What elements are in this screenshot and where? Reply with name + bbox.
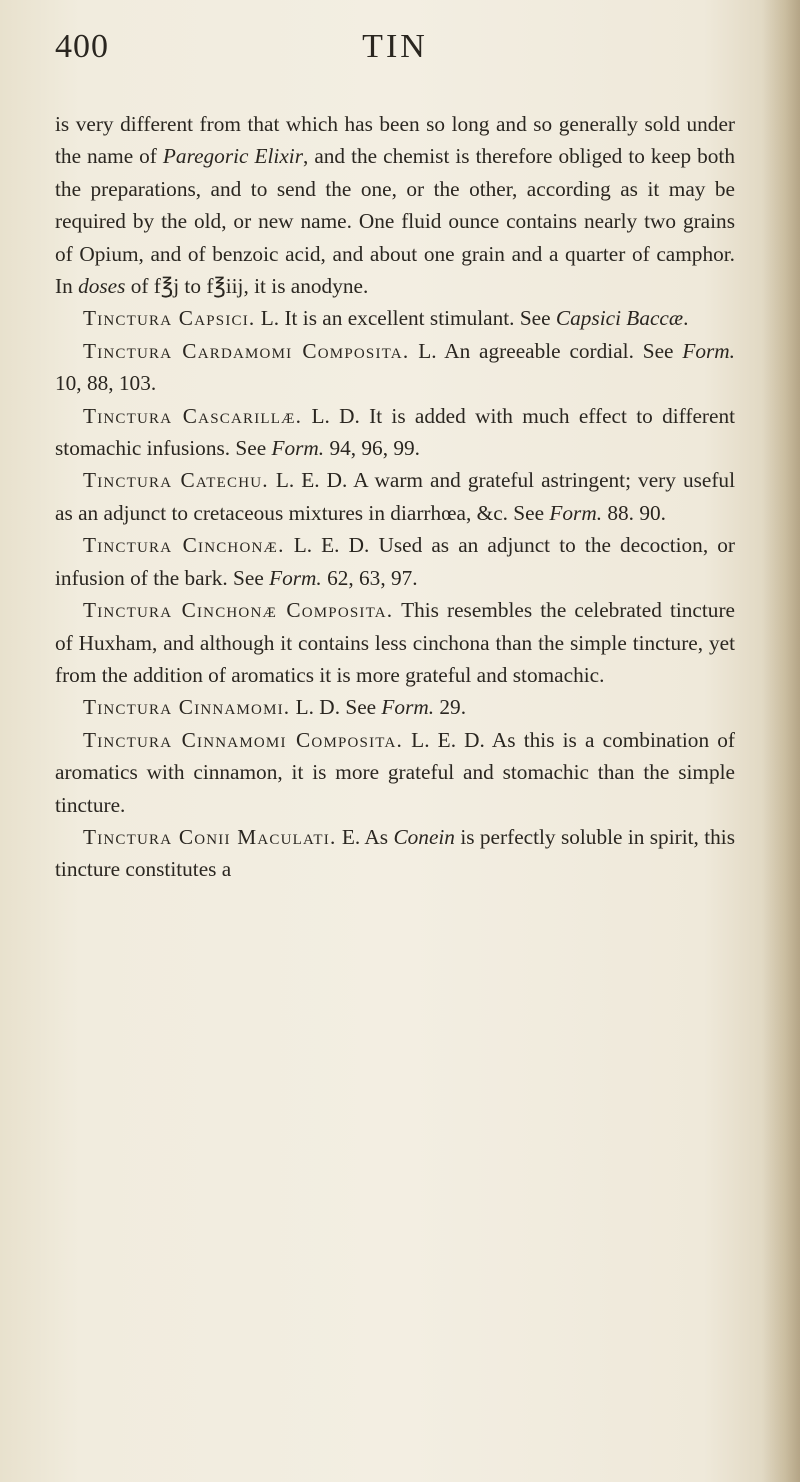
entry-tinctura-catechu: [55, 464, 735, 529]
entry-text-end: 10, 88, 103.: [55, 371, 157, 396]
entry-text: As: [364, 824, 394, 849]
entry-reference: Form.: [682, 338, 735, 363]
entry-reference: Form.: [381, 695, 435, 720]
entry-heading: Tinctura Conii Maculati.: [83, 824, 337, 849]
page-number: 400: [55, 28, 109, 65]
entry-tinctura-cascarillae: [55, 400, 735, 465]
page-body: [55, 108, 735, 886]
entry-text-end: 62, 63, 97.: [321, 565, 418, 590]
entry-heading: Tinctura Capsici.: [83, 306, 256, 331]
continuation-paragraph: [55, 108, 735, 302]
entry-authority: L.: [409, 338, 445, 363]
continuation-text-2: , and the chemist is therefore obliged to keep both the preparations, and to send the one, or the other, according as it may be required by the old, or new name. One fluid ounce contains nearly two grains of Opium, and of benzoic acid, and about one grain and a quarter of camphor. In: [55, 144, 735, 299]
entry-reference: Capsici Baccæ: [555, 306, 684, 331]
entry-tinctura-cardamomi-composita: [55, 335, 735, 400]
continuation-text-3: of f℥j to f℥iij, it is anodyne.: [125, 274, 369, 299]
entry-authority: L. E. D.: [284, 533, 379, 558]
entry-authority: E.: [336, 824, 365, 849]
entry-text: A warm and grateful astringent; very useful as an adjunct to cretaceous mixtures in diarrhœa, &c. See: [55, 468, 735, 525]
entry-tinctura-cinnamomi-composita: [55, 724, 735, 821]
entry-text: As this is a combination of aromatics with cinnamon, it is more grateful and stomachic than the simple tincture.: [55, 727, 736, 817]
entry-text-end: is perfectly soluble in spirit, this tincture constitutes a: [55, 824, 735, 882]
entry-authority: L. E. D.: [268, 468, 354, 493]
entry-reference: Form.: [271, 436, 325, 461]
entry-heading: Tinctura Cinnamomi.: [83, 695, 291, 720]
entry-heading: Tinctura Cinnamomi Composita.: [83, 727, 404, 752]
page-header: [55, 28, 735, 78]
entry-heading: Tinctura Cardamomi Composita.: [83, 338, 410, 363]
entry-heading: Tinctura Catechu.: [83, 468, 269, 493]
entry-reference: Conein: [393, 824, 455, 849]
entry-text: It is added with much effect to different stomachic infusions. See: [55, 403, 736, 461]
entry-text: This resembles the celebrated tincture of Huxham, and although it contains less cinchona than the simple tincture, yet from the addition of aromatics it is more grateful and stomachic.: [55, 598, 735, 687]
entry-tinctura-capsici: [55, 302, 735, 334]
entry-tinctura-cinchonae-composita: [55, 594, 735, 691]
entry-authority: L. D.: [290, 695, 346, 720]
entry-reference: Form.: [549, 500, 603, 525]
entry-authority: L. E. D.: [403, 727, 492, 752]
entry-text: An agreeable cordial. See: [444, 338, 683, 363]
entry-heading: Tinctura Cinchonæ Composita.: [83, 598, 394, 623]
paregoric-elixir-term: Paregoric Elixir: [162, 144, 303, 169]
entry-authority: L.: [255, 306, 285, 331]
entry-tinctura-cinchonae: [55, 529, 735, 594]
entry-authority: [393, 598, 401, 622]
doses-term: doses: [78, 274, 126, 299]
entry-heading: Tinctura Cascarillæ.: [83, 403, 303, 428]
running-head: TIN: [362, 28, 428, 65]
entry-text-end: 88. 90.: [602, 500, 666, 525]
entry-text: Used as an adjunct to the decoction, or infusion of the bark. See: [55, 533, 736, 590]
entry-text-end: 94, 96, 99.: [324, 436, 420, 461]
entry-tinctura-conii-maculati: [55, 821, 735, 886]
entry-text: See: [345, 695, 382, 720]
entry-reference: Form.: [269, 565, 322, 590]
entry-tinctura-cinnamomi: [55, 691, 735, 723]
entry-text-end: 29.: [434, 695, 467, 720]
continuation-text-1: is very different from that which has been so long and so generally sold under the name of: [55, 112, 735, 169]
page-edge-shadow: [762, 0, 800, 1482]
entry-text: It is an excellent stimulant. See: [284, 306, 556, 331]
entry-heading: Tinctura Cinchonæ.: [83, 533, 285, 558]
entry-authority: L. D.: [302, 403, 370, 428]
entry-text-end: .: [683, 306, 689, 331]
